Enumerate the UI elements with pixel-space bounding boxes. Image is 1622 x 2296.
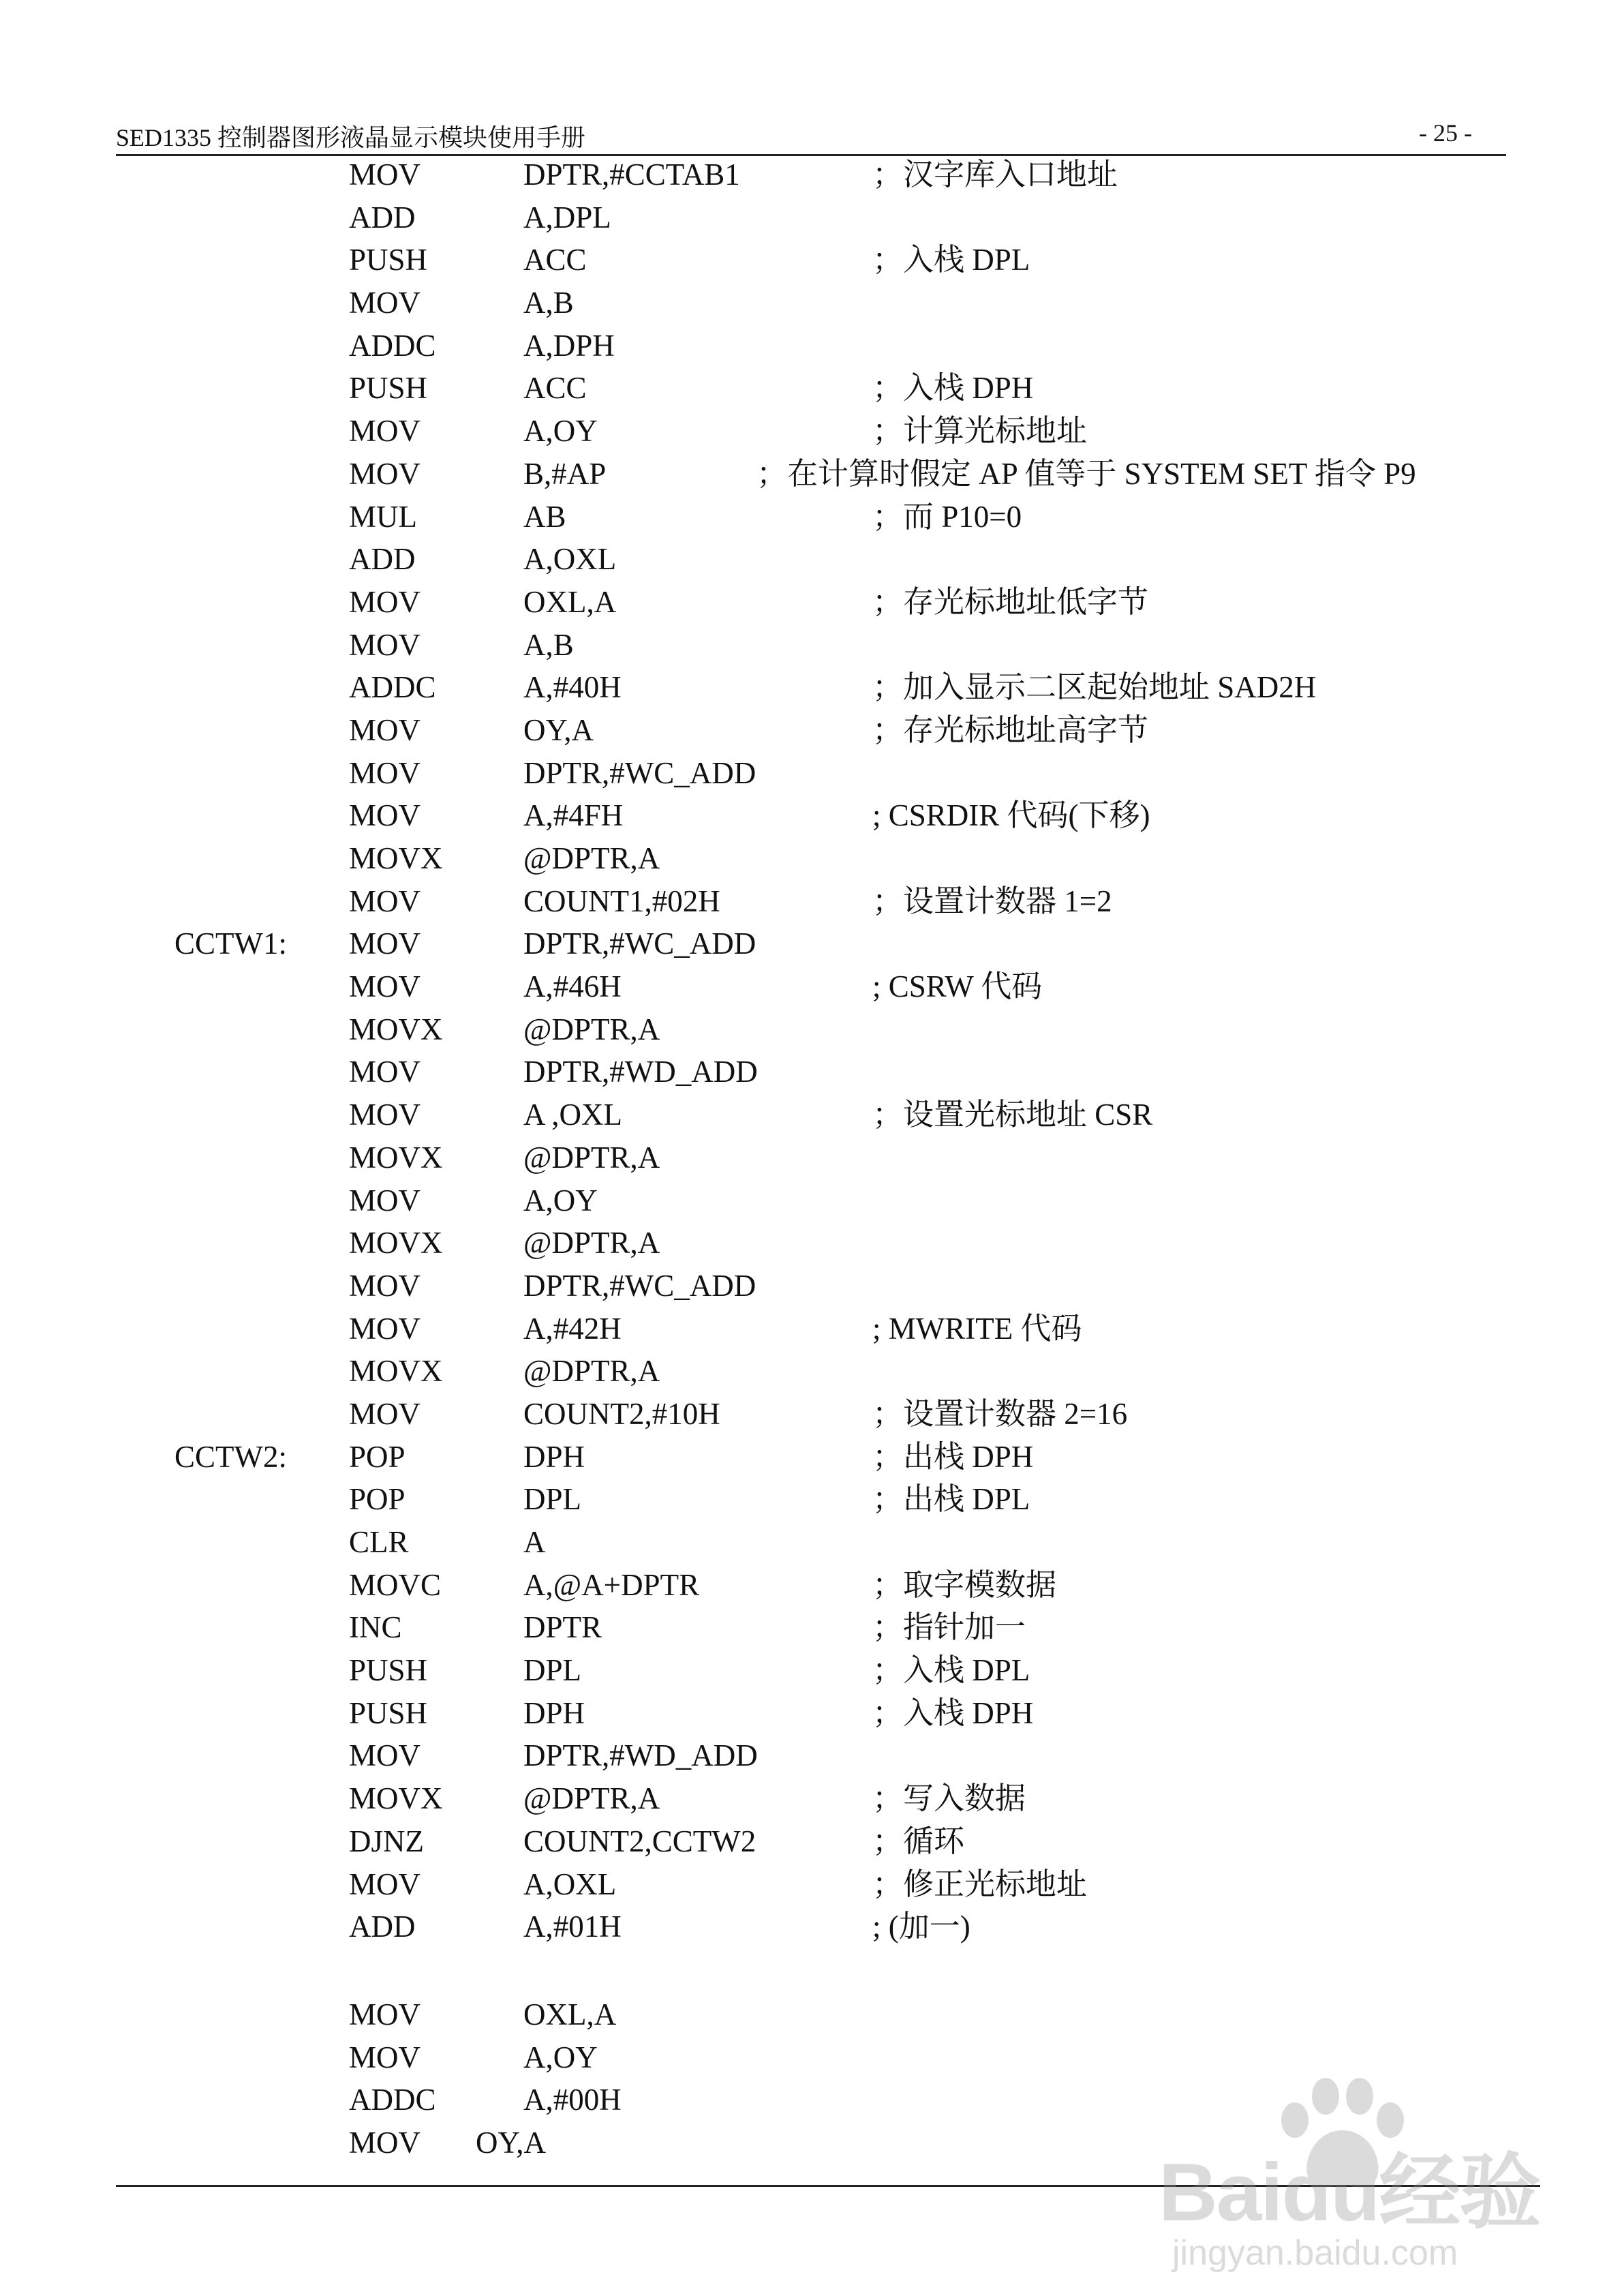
code-operand: DPTR,#WD_ADD [523,1055,758,1089]
code-opcode: MOV [349,2040,421,2074]
code-operand: DPH [523,1695,585,1730]
code-opcode: MOV [349,1738,421,1773]
code-opcode: PUSH [349,1653,428,1688]
code-line [0,410,1622,453]
code-line [0,1692,1622,1735]
code-line [0,1521,1622,1564]
code-operand: A,DPH [523,328,615,363]
code-opcode: MUL [349,499,417,534]
code-opcode: ADD [349,542,416,577]
code-comment: ；存光标地址高字节 [872,712,1149,747]
code-comment: ; CSRW 代码 [872,969,1043,1004]
code-operand: OY,A [476,2125,546,2160]
code-operand: A [523,1525,546,1559]
code-opcode: ADDC [349,670,436,705]
code-operand: DPL [523,1482,582,1517]
code-opcode: ADD [349,1909,416,1944]
code-line [0,794,1622,837]
code-opcode: MOVC [349,1567,442,1602]
code-operand: A,#42H [523,1311,622,1346]
code-operand: A,#46H [523,969,622,1004]
watermark-brand: Baidu经验 [1159,2147,1540,2238]
code-line [0,1777,1622,1820]
code-line [0,153,1622,196]
code-operand: A,#4FH [523,798,624,833]
baidu-watermark [1159,2072,1540,2277]
code-line [0,1820,1622,1863]
document-title: SED1335 控制器图形液晶显示模块使用手册 [116,124,586,151]
code-opcode: MOV [349,1311,421,1346]
code-operand: @DPTR,A [523,1012,660,1046]
code-line [0,1993,1622,2036]
code-operand: A,#40H [523,670,622,705]
code-opcode: MOVX [349,1354,443,1389]
code-opcode: MOVX [349,1012,443,1046]
code-label: CCTW1: [174,926,287,961]
code-comment: ；在计算时假定 AP 值等于 SYSTEM SET 指令 P9 [756,456,1416,491]
code-line [0,709,1622,752]
code-operand: DPH [523,1439,585,1474]
code-opcode: MOV [349,456,421,491]
code-opcode: POP [349,1439,406,1474]
code-line [0,624,1622,667]
code-line [0,880,1622,923]
code-opcode: MOV [349,1396,421,1431]
code-opcode: MOV [349,2125,421,2160]
code-operand: @DPTR,A [523,1140,660,1175]
code-comment: ；指针加一 [872,1610,1026,1645]
code-line [0,1136,1622,1179]
code-opcode: POP [349,1482,406,1517]
code-operand: A,DPL [523,200,611,235]
code-comment: ；设置计数器 1=2 [872,883,1112,918]
code-opcode: MOV [349,1055,421,1089]
code-line [0,1948,1622,1993]
code-operand: ACC [523,371,587,406]
page-header [116,116,1506,156]
code-line [0,196,1622,239]
watermark-url: jingyan.baidu.com [1172,2233,1458,2273]
code-line [0,538,1622,581]
code-opcode: INC [349,1610,402,1645]
code-opcode: ADD [349,200,416,235]
code-operand: AB [523,499,566,534]
code-opcode: MOV [349,1268,421,1303]
code-operand: A,OXL [523,1867,617,1901]
code-operand: DPTR,#WC_ADD [523,1268,756,1303]
code-operand: OXL,A [523,1997,617,2031]
code-operand: A,OY [523,414,598,449]
code-operand: A,OY [523,2040,598,2074]
code-line [0,239,1622,282]
code-comment: ；设置光标地址 CSR [872,1098,1153,1132]
code-opcode: MOV [349,286,421,320]
code-opcode: MOV [349,883,421,918]
code-operand: COUNT2,#10H [523,1396,720,1431]
code-comment: ；加入显示二区起始地址 SAD2H [872,670,1317,705]
code-operand: @DPTR,A [523,1781,660,1816]
code-line [0,1308,1622,1350]
code-comment: ；出栈 DPL [872,1482,1030,1517]
code-line [0,1649,1622,1692]
code-comment: ；计算光标地址 [872,414,1088,449]
code-operand: DPTR [523,1610,602,1645]
code-comment: ；出栈 DPH [872,1439,1034,1474]
code-opcode: MOV [349,1183,421,1218]
code-operand: A,OY [523,1183,598,1218]
code-line [0,1179,1622,1222]
code-operand: COUNT2,CCTW2 [523,1824,756,1858]
code-operand: DPTR,#CCTAB1 [523,157,740,192]
code-operand: OY,A [523,712,594,747]
code-opcode: MOV [349,1098,421,1132]
code-line [0,1393,1622,1436]
code-opcode: MOV [349,1997,421,2031]
code-comment: ；修正光标地址 [872,1867,1088,1901]
code-line [0,1478,1622,1521]
code-line [0,752,1622,795]
code-line [0,1606,1622,1649]
code-comment: ；汉字库入口地址 [872,157,1118,192]
code-line [0,453,1622,496]
code-comment: ；入栈 DPH [872,371,1034,406]
code-operand: A,OXL [523,542,617,577]
code-opcode: MOVX [349,841,443,875]
code-opcode: ADDC [349,2083,436,2117]
code-line [0,324,1622,367]
code-opcode: MOV [349,627,421,662]
code-opcode: MOVX [349,1781,443,1816]
code-comment: ；取字模数据 [872,1567,1057,1602]
code-opcode: PUSH [349,371,428,406]
code-operand: B,#AP [523,456,607,491]
code-line [0,581,1622,624]
code-line [0,1564,1622,1607]
code-operand: @DPTR,A [523,841,660,875]
code-line [0,1734,1622,1777]
page-number: - 25 - [1419,119,1472,147]
code-comment: ；入栈 DPL [872,243,1030,277]
code-operand: ACC [523,243,587,277]
code-line [0,1051,1622,1093]
code-comment: ；入栈 DPL [872,1653,1030,1688]
code-comment: ；设置计数器 2=16 [872,1396,1128,1431]
code-opcode: MOV [349,1867,421,1901]
code-operand: A,B [523,286,574,320]
code-line [0,1008,1622,1051]
code-opcode: CLR [349,1525,409,1559]
code-operand: A ,OXL [523,1098,622,1132]
code-comment: ；写入数据 [872,1781,1026,1816]
code-opcode: MOV [349,798,421,833]
code-comment: ; (加一) [872,1909,970,1944]
code-line [0,367,1622,410]
code-line [0,1093,1622,1136]
code-line [0,1222,1622,1265]
code-operand: @DPTR,A [523,1354,660,1389]
code-opcode: MOV [349,926,421,961]
code-opcode: PUSH [349,1695,428,1730]
code-operand: COUNT1,#02H [523,883,720,918]
code-opcode: MOV [349,969,421,1004]
code-comment: ; MWRITE 代码 [872,1311,1082,1346]
code-opcode: MOV [349,157,421,192]
code-comment: ; CSRDIR 代码(下移) [872,798,1150,833]
code-operand: A,#00H [523,2083,622,2117]
assembly-listing [0,153,1622,2164]
code-operand: DPTR,#WD_ADD [523,1738,758,1773]
code-operand: DPL [523,1653,582,1688]
code-opcode: DJNZ [349,1824,424,1858]
code-line [0,965,1622,1008]
code-opcode: PUSH [349,243,428,277]
code-operand: A,#01H [523,1909,622,1944]
code-operand: @DPTR,A [523,1226,660,1260]
code-comment: ；存光标地址低字节 [872,584,1149,619]
code-opcode: ADDC [349,328,436,363]
code-line [0,1863,1622,1906]
code-opcode: MOVX [349,1140,443,1175]
code-line [0,837,1622,880]
code-opcode: MOV [349,584,421,619]
code-opcode: MOV [349,712,421,747]
code-operand: A,@A+DPTR [523,1567,700,1602]
code-opcode: MOV [349,414,421,449]
code-opcode: MOV [349,755,421,790]
code-line [0,922,1622,965]
code-line [0,1350,1622,1393]
code-line [0,1265,1622,1308]
code-comment: ；循环 [872,1824,965,1858]
code-line [0,496,1622,539]
code-comment: ；而 P10=0 [872,499,1022,534]
code-comment: ；入栈 DPH [872,1695,1034,1730]
code-label: CCTW2: [174,1439,287,1474]
code-line [0,1905,1622,1948]
code-operand: DPTR,#WC_ADD [523,755,756,790]
code-line [0,282,1622,324]
code-line [0,1436,1622,1479]
code-operand: DPTR,#WC_ADD [523,926,756,961]
code-line [0,666,1622,709]
code-operand: OXL,A [523,584,617,619]
code-operand: A,B [523,627,574,662]
code-opcode: MOVX [349,1226,443,1260]
